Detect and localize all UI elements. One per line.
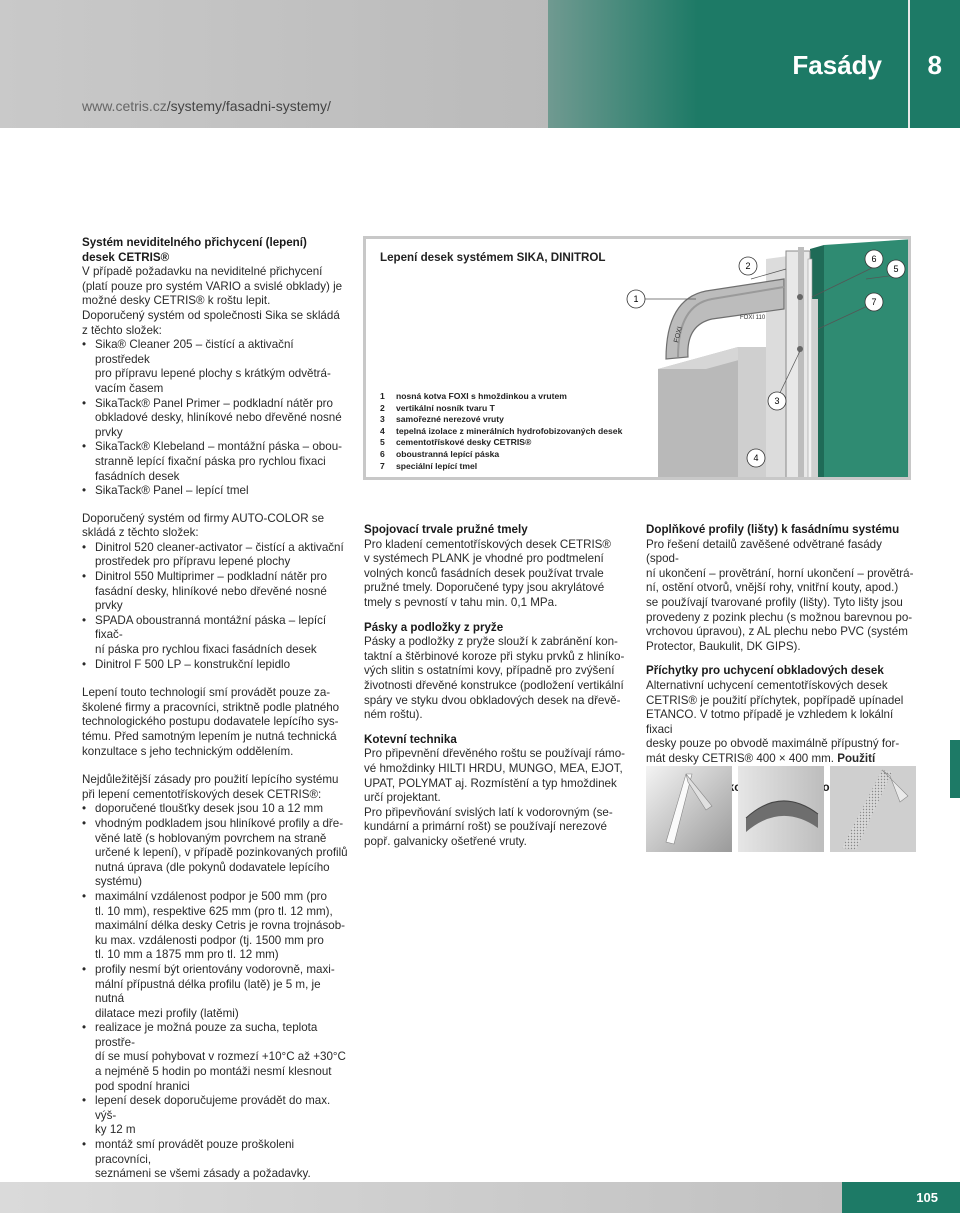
text-line: vé hmoždinky HILTI HRDU, MUNGO, MEA, EJOT, bbox=[364, 761, 623, 775]
heading-clips: Příchytky pro uchycení obkladových desek bbox=[646, 664, 884, 678]
text-line: Pro kladení cementotřískových desek CETRIS® bbox=[364, 537, 611, 551]
heading-sealants: Spojovací trvale pružné tmely bbox=[364, 523, 528, 536]
principles-list bbox=[82, 802, 350, 1181]
text-line: určí projektant. bbox=[364, 791, 441, 805]
sika-dinitrol-figure bbox=[363, 236, 911, 480]
list-item: • doporučené tloušťky desek jsou 10 a 12 mm bbox=[82, 802, 350, 817]
legend-item: 5 cementotřískové desky CETRIS® bbox=[380, 437, 532, 448]
text-line: Protector, Baukulit, DK GIPS). bbox=[646, 639, 801, 653]
sealant-bead bbox=[812, 299, 818, 480]
text-line: volných konců fasádních desek používat trvale bbox=[364, 566, 604, 580]
text-line: životnosti dřevěné konstrukce (podložení vertikální bbox=[364, 678, 624, 692]
text-line: CETRIS® je použití příchytek, popřípadě upínadel bbox=[646, 693, 904, 707]
profile-photos bbox=[646, 766, 916, 852]
list-item: • SPADA oboustranná montážní páska – lepící fixač- ní páska pro rychlou fixaci fasádních desek bbox=[82, 614, 350, 658]
principles-intro: Nejdůležitější zásady pro použití lepícího systému bbox=[82, 773, 339, 787]
column-right bbox=[646, 523, 914, 796]
screw-icon bbox=[797, 294, 803, 300]
heading-rubber-strips: Pásky a podložky z pryže bbox=[364, 620, 504, 634]
column-left bbox=[82, 236, 350, 1182]
text-line: tmely s pevností v tahu min. 0,1 MPa. bbox=[364, 595, 558, 609]
text-line: vých slitin s ostatními kovy, případně pro zvýšení bbox=[364, 664, 615, 678]
heading-profiles: Doplňkové profily (lišty) k fasádnímu systému bbox=[646, 523, 900, 536]
list-item: • montáž smí provádět pouze proškoleni pracovníci, seznámeni se všemi zásady a požadavky. bbox=[82, 1138, 350, 1182]
photo-rubber-tape bbox=[738, 766, 824, 852]
text-line: ní, ostění otvorů, vnější rohy, vnitřní kouty, apod.) bbox=[646, 581, 899, 595]
intro-line: (platí pouze pro systém VARIO a svislé obklady) je bbox=[82, 279, 343, 293]
training-text: Lepení touto technologií smí provádět pouze za- bbox=[82, 686, 331, 700]
text-line: v systémech PLANK je vhodné pro podtmelení bbox=[364, 552, 604, 566]
text-line: desky pouze po obvodě maximálně přípustný for- bbox=[646, 737, 900, 751]
heading-invisible-fixing: Systém neviditelného přichycení (lepení) bbox=[82, 236, 307, 249]
heading-invisible-fixing-2: desek CETRIS® bbox=[82, 250, 170, 264]
intro-line: možné desky CETRIS® k roštu lepit. bbox=[82, 294, 271, 308]
text-line: popř. galvanicky ošetřené vruty. bbox=[364, 834, 527, 848]
chapter-number: 8 bbox=[927, 50, 942, 80]
text-line: ETANCO. V totmo případě je vzhledem k lokální fixaci bbox=[646, 708, 894, 736]
text-line: UPAT, POLYMAT aj. Rozmístění a typ hmoždinek bbox=[364, 776, 617, 790]
legend-item: 3 samořezné nerezové vruty bbox=[380, 414, 504, 425]
chapter-edge-tab bbox=[950, 740, 960, 798]
header-divider bbox=[908, 0, 910, 128]
callout-5: 5 bbox=[893, 264, 899, 274]
page-footer bbox=[0, 1182, 960, 1213]
callout-2: 2 bbox=[745, 261, 751, 271]
header-green-band bbox=[548, 0, 960, 128]
list-item: • Dinitrol 550 Multiprimer – podkladní nátěr pro fasádní desky, hliníkové nebo dřevěné nosné prvky bbox=[82, 570, 350, 614]
heading-anchoring: Kotevní technika bbox=[364, 732, 457, 746]
legend-item: 7 speciální lepící tmel bbox=[380, 460, 478, 471]
training-text: tému. Před samotným lepením je nutná technická bbox=[82, 730, 337, 743]
text-line: ní ukončení – provětrání, horní ukončení – provětrá- bbox=[646, 566, 914, 580]
list-item: • lepení desek doporučujeme provádět do max. výš- ky 12 m bbox=[82, 1094, 350, 1138]
list-item: • vhodným podkladem jsou hliníkové profily a dře- věné latě (s hoblovaným povrchem na straně určené k lepení), v případě pozinkovaných profilů nutná úprava (dle pokynů dodavatele lepícího systému) bbox=[82, 817, 350, 890]
callout-1: 1 bbox=[633, 294, 639, 304]
callout-3: 3 bbox=[774, 396, 780, 406]
list-item: • realizace je možná pouze za sucha, teplota prostře- dí se musí pohybovat v rozmezí +10°C až +30°C a nejméně 5 hodin po montáži nesmí klesnout pod spodní hranici bbox=[82, 1021, 350, 1094]
auto-color-intro: Doporučený systém od firmy AUTO-COLOR se bbox=[82, 511, 325, 525]
photo-corner-profile bbox=[646, 766, 732, 852]
text-line: Alternativní uchycení cementotřískových desek bbox=[646, 678, 888, 692]
list-item: • Dinitrol 520 cleaner-activator – čistící a aktivační prostředek pro přípravu lepené plochy bbox=[82, 541, 350, 570]
training-text: technologického postupu dodavatele lepícího sys- bbox=[82, 715, 339, 729]
training-text: školené firmy a pracovníci, striktně podle platného bbox=[82, 700, 340, 714]
photo-perforated-profile bbox=[830, 766, 916, 852]
figure-title: Lepení desek systémem SIKA, DINITROL bbox=[380, 251, 606, 264]
section-url[interactable] bbox=[82, 98, 331, 114]
callout-6: 6 bbox=[871, 254, 877, 264]
list-item: • maximální vzdálenost podpor je 500 mm (pro tl. 10 mm), respektive 625 mm (pro tl. 12 mm), maximální délka desky Cetris je rovna trojnásob- ku max. vzdálenosti podpor (tj. 1500 mm pro tl. 10 mm a 1875 mm pro tl. 12 mm) bbox=[82, 890, 350, 963]
url-path: /systemy/fasadni-systemy/ bbox=[166, 98, 331, 114]
sika-list bbox=[82, 338, 350, 499]
text-line: spáry ve styku dvou obkladových desek na dřevě- bbox=[364, 693, 621, 707]
foxi-label: FOXI bbox=[673, 325, 685, 344]
list-item: • SikaTack® Panel – lepící tmel bbox=[82, 484, 350, 499]
list-item: • SikaTack® Panel Primer – podkladní nátěr pro obkladové desky, hliníkové nebo dřevěné nosné prvky bbox=[82, 397, 350, 441]
auto-color-intro: skládá z těchto složek: bbox=[82, 526, 199, 540]
list-item: • Dinitrol F 500 LP – konstrukční lepidlo bbox=[82, 658, 350, 673]
intro-line: z těchto složek: bbox=[82, 323, 162, 337]
auto-color-list bbox=[82, 541, 350, 672]
chapter-title: Fasády bbox=[792, 50, 882, 80]
text-line: provedeny z pozink plechu (s možnou barevnou po- bbox=[646, 610, 913, 624]
list-item: • Sika® Cleaner 205 – čistící a aktivační prostředek pro přípravu lepené plochy s krátkým odvětrá- vacím časem bbox=[82, 338, 350, 396]
text-line: kundární a primární rošt) se používají nerezové bbox=[364, 820, 607, 834]
t-profile-flange bbox=[798, 247, 804, 480]
legend-item: 1 nosná kotva FOXI s hmoždinkou a vrutem bbox=[380, 391, 567, 401]
page-number: 105 bbox=[842, 1182, 960, 1213]
legend-item: 2 vertikální nosník tvaru T bbox=[380, 402, 495, 413]
principles-intro: při lepení cementotřískových desek CETRIS®: bbox=[82, 787, 322, 801]
text-line: mát desky CETRIS® 400 × 400 mm. Použití bbox=[646, 751, 876, 765]
intro-line: V případě požadavku na neviditelné přichycení bbox=[82, 265, 323, 279]
column-middle bbox=[364, 523, 630, 849]
text-line: Pro řešení detailů zavěšené odvětrané fasády (spod- bbox=[646, 537, 882, 566]
text-line: taktní a štěrbinové koroze při styku prvků z hliníko- bbox=[364, 649, 625, 663]
callout-7: 7 bbox=[871, 297, 877, 307]
intro-line: Doporučený systém od společnosti Sika se skládá bbox=[82, 308, 340, 322]
text-line: pružné tmely. Doporučené typy jsou akrylátové bbox=[364, 581, 605, 595]
legend-item: 6 oboustranná lepící páska bbox=[380, 448, 500, 459]
legend-item: 4 tepelná izolace z minerálních hydrofobizovaných desek bbox=[380, 425, 623, 436]
training-text: konzultace s jeho technickým oddělením. bbox=[82, 744, 294, 758]
url-domain: www.cetris.cz bbox=[82, 98, 167, 114]
adhesive-tape bbox=[808, 259, 812, 480]
text-line: se používají tvarované profily (lišty). Tyto lišty jsou bbox=[646, 595, 903, 609]
text-line: Pro připevnění dřevěného roštu se používají rámo- bbox=[364, 747, 626, 761]
text-line: vrchovou úpravou), z AL plechu nebo PVC (systém bbox=[646, 625, 908, 639]
text-line: Pro připevňování svislých latí k vodorovným (se- bbox=[364, 805, 613, 819]
callout-4: 4 bbox=[753, 453, 759, 463]
list-item: • profily nesmí být orientovány vodorovně, maxi- mální přípustná délka profilu (latě) je 5 m, je nutná dilatace mezi profily (latěmi) bbox=[82, 963, 350, 1021]
figure-legend bbox=[380, 391, 622, 472]
text-line: Pásky a podložky z pryže slouží k zabránění kon- bbox=[364, 635, 618, 649]
list-item: • SikaTack® Klebeland – montážní páska – obou- stranně lepící fixační páska pro rychlou fixaci fasádních desek bbox=[82, 440, 350, 484]
foxi-110-label: FOXI 110 bbox=[740, 315, 766, 321]
text-line: ném roštu). bbox=[364, 708, 423, 722]
